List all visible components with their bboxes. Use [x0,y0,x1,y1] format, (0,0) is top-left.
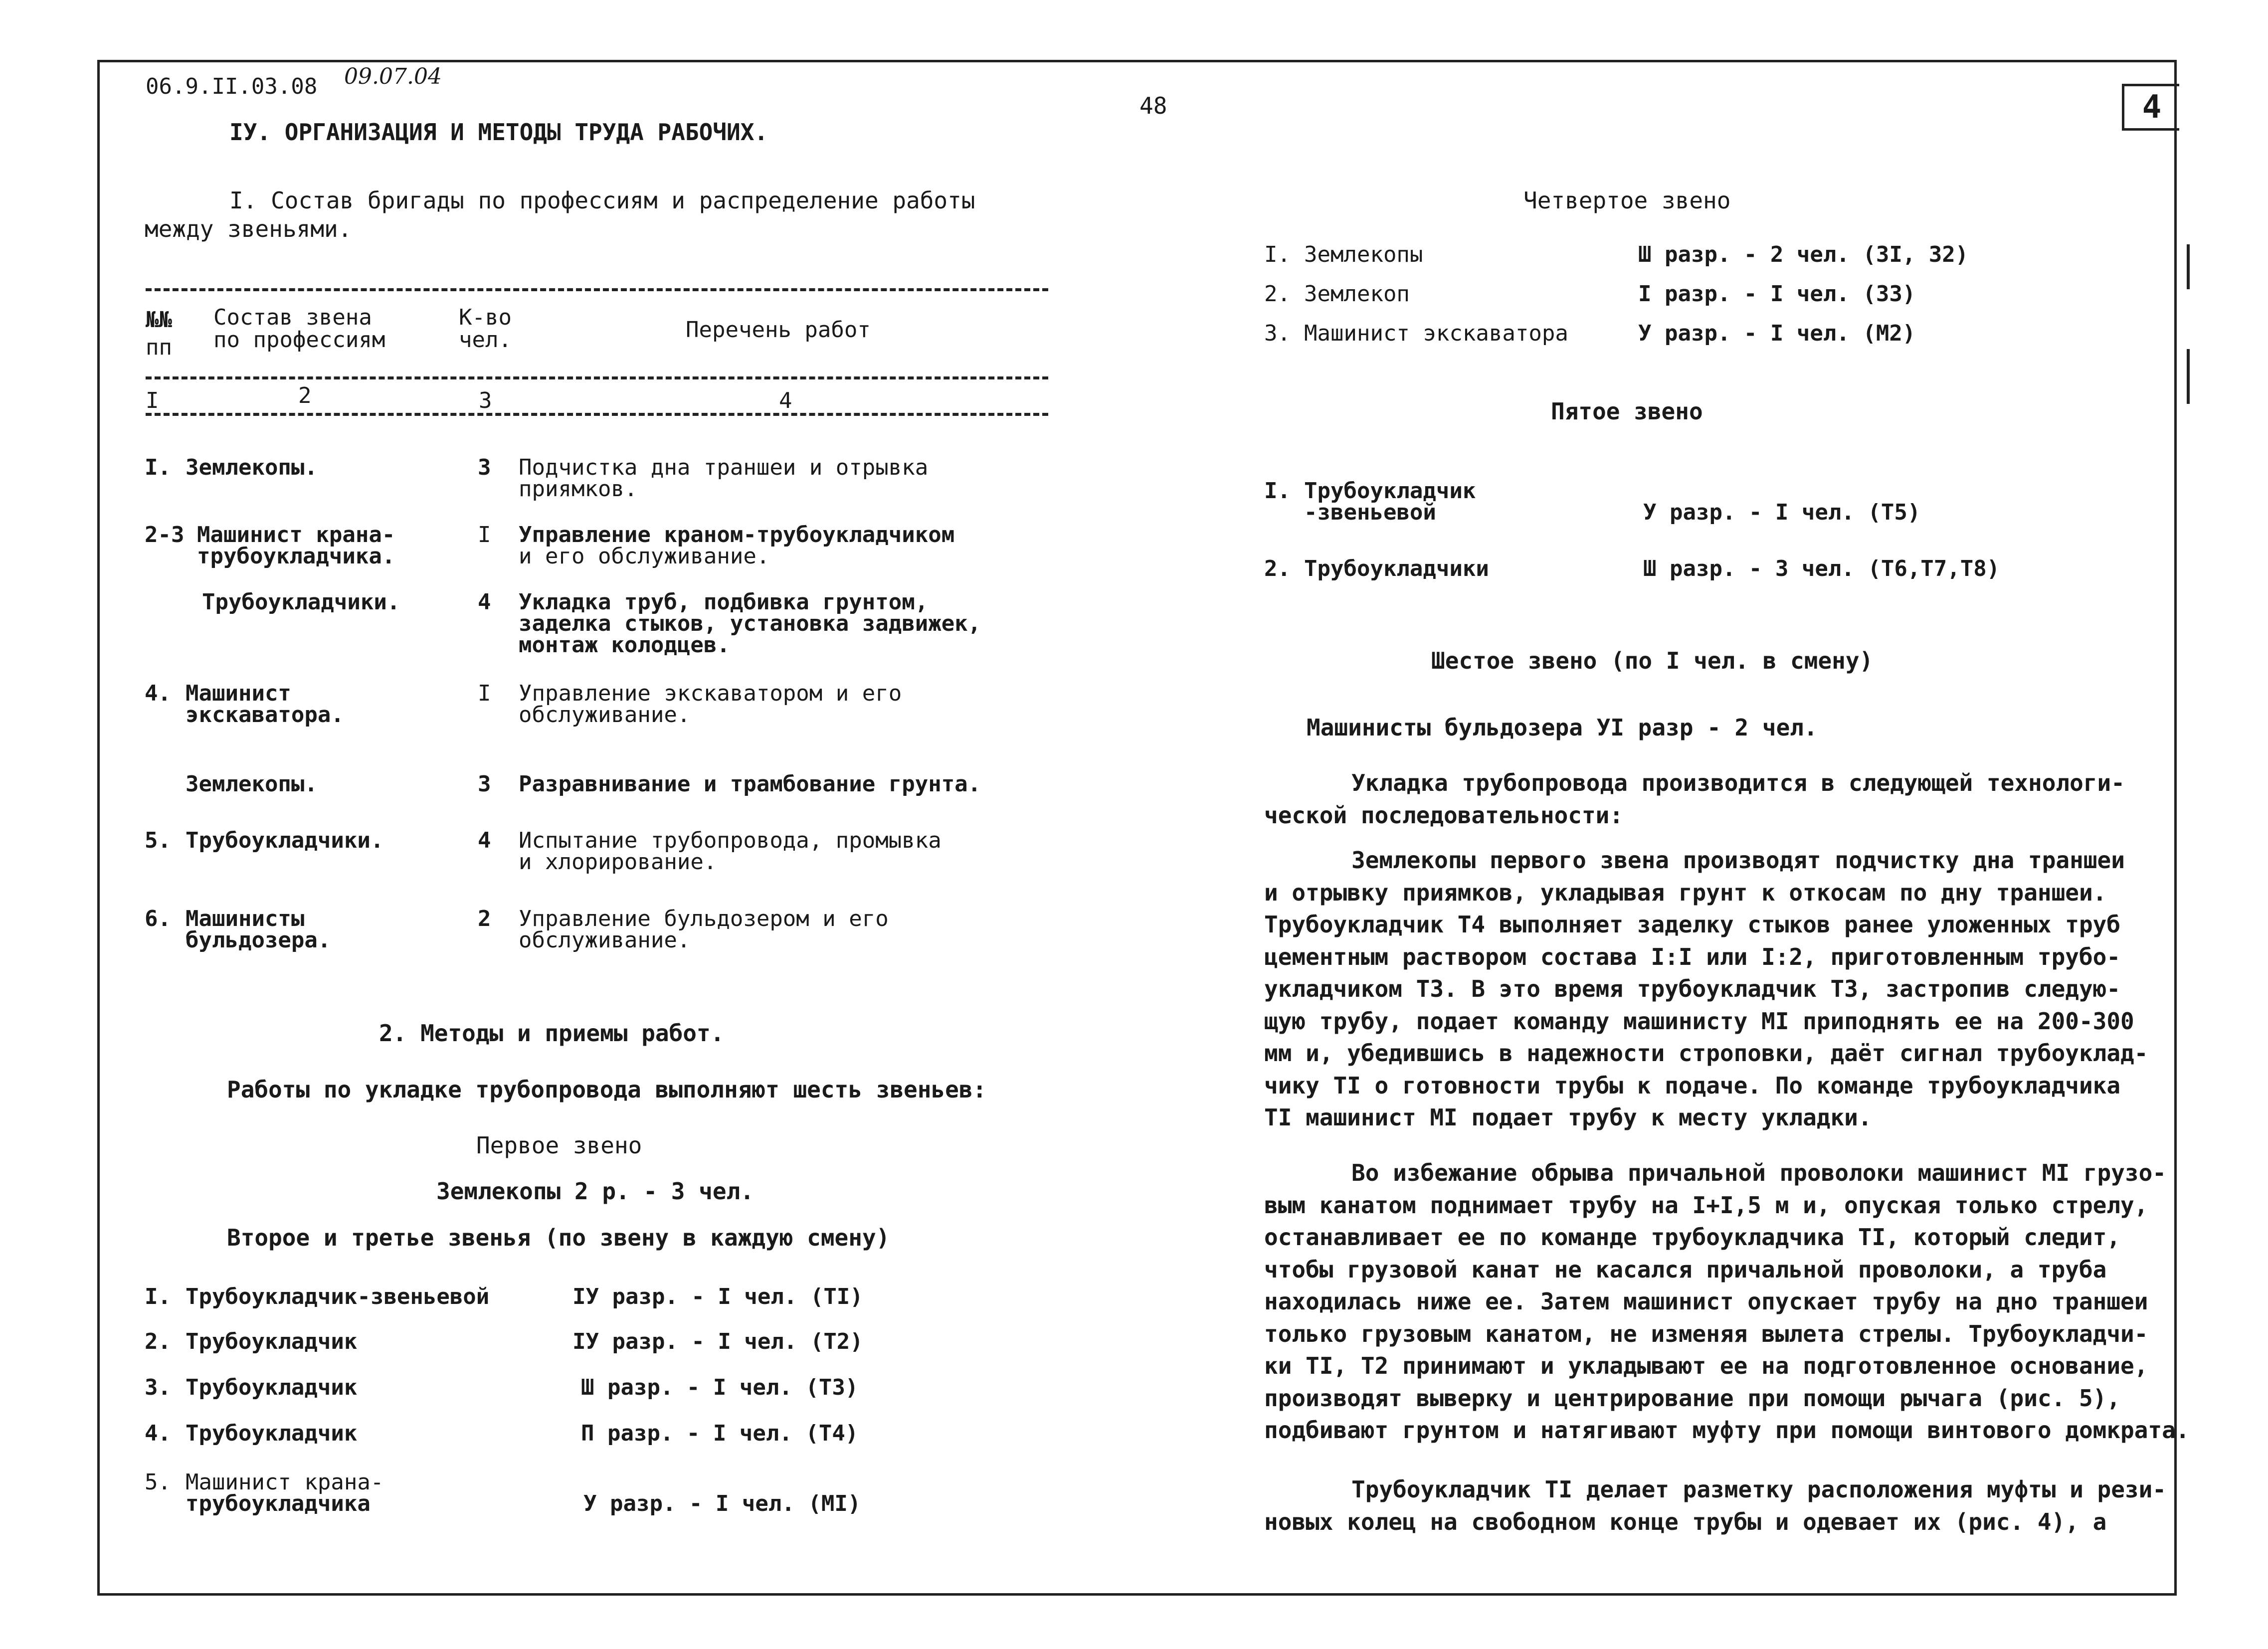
list-name: Трубоукладчик [1304,478,1476,504]
subsection1-line1: I. Состав бригады по профессиям и распределение работы [229,187,975,214]
first-link-title: Первое звено [476,1132,642,1159]
header-num-line2: пп [146,335,172,360]
list-grade: У разр. - I чел. (М2) [1638,321,1916,346]
row-composition: Землекопы. [186,455,318,480]
frame-left-border [97,60,100,1596]
column-number-2: 2 [298,383,312,408]
row-quantity: 3 [478,771,491,797]
row-works: Укладка труб, подбивка грунтом, [519,589,929,615]
list-grade: П разр. - I чел. (T4) [581,1421,859,1446]
sixth-link-line: Машинисты бульдозера УI разр - 2 чел. [1307,714,1818,741]
paragraph-line: находилась ниже ее. Затем машинист опускает трубу на дно траншеи [1264,1288,2148,1315]
column-number-3: 3 [479,388,492,413]
paragraph-line: и отрывку приямков, укладывая грунт к откосам по дну траншеи. [1264,879,2107,906]
row-composition: бульдозера. [186,927,331,953]
frame-bottom-border [97,1593,2177,1596]
paragraph-line: цементным раствором состава I:I или I:2, приготовленным трубо- [1264,943,2121,970]
row-number: 6. [145,906,171,931]
row-quantity: 4 [478,589,491,615]
list-name: Землекопы [1304,242,1423,267]
frame-top-border [97,60,2177,62]
paragraph-line: вым канатом поднимает трубу на I+I,5 м и, опуская только стрелу, [1264,1191,2148,1219]
row-quantity: 2 [478,906,491,931]
subsection2-intro: Работы по укладке трубопровода выполняют шесть звеньев: [227,1076,987,1103]
second-third-title: Второе и третье звенья (по звену в каждую смену) [227,1224,890,1251]
list-grade: Ш разр. - 3 чел. (T6,T7,T8) [1643,556,2000,581]
row-works: Разравнивание и трамбование грунта. [519,771,981,797]
paragraph-line: чику TI о готовности трубы к подаче. По команде трубоукладчика [1264,1072,2121,1099]
paragraph-line: Трубоукладчик T4 выполняет заделку стыков ранее уложенных труб [1264,911,2121,938]
paragraph-line: Укладка трубопровода производится в следующей технологи- [1351,769,2125,796]
paragraph-line: останавливает ее по команде трубоукладчика TI, который следит, [1264,1224,2121,1251]
row-quantity: I [478,681,491,706]
paragraph-line: щую трубу, подает команду машинисту МI приподнять ее на 200-300 [1264,1007,2134,1035]
list-grade: IУ разр. - I чел. (T2) [572,1329,863,1354]
table-header-rule [146,376,1048,379]
paragraph-line: Во избежание обрыва причальной проволоки машинист МI грузо- [1351,1159,2166,1186]
fourth-link-title: Четвертое звено [1523,187,1731,214]
list-number: 2. [145,1329,171,1354]
list-name: Трубоукладчики [1304,556,1489,581]
list-name: трубоукладчика [186,1491,371,1516]
row-composition: Машинист крана- [197,522,395,548]
row-number: 4. [145,681,171,706]
margin-mark [2187,349,2190,404]
list-name: -звеньевой [1304,500,1436,525]
list-number: 3. [1264,321,1291,346]
column-number-1: I [146,388,159,413]
list-number: 3. [145,1375,171,1400]
paragraph-line: новых колец на свободном конце трубы и одевает их (рис. 4), а [1264,1508,2107,1535]
row-works: обслуживание. [519,702,691,728]
header-composition-line2: по профессиям [213,327,385,353]
list-number: 2. [1264,556,1291,581]
list-name: Трубоукладчик-звеньевой [186,1284,490,1309]
sixth-link-title: Шестое звено (по I чел. в смену) [1431,647,1874,674]
header-quantity-line1: К-во [459,305,512,330]
paragraph-mooring-wire [1264,1157,2190,1447]
row-quantity: 4 [478,828,491,853]
list-number: I. [145,1284,171,1309]
header-quantity-line2: чел. [459,327,512,353]
row-composition: Машинисты [186,906,305,931]
paragraph-line: производят выверку и центрирование при помощи рычага (рис. 5), [1264,1384,2121,1412]
list-name: Машинист крана- [186,1469,384,1495]
paragraph-marking [1264,1473,2166,1538]
row-works: заделка стыков, установка задвижек, [519,611,981,636]
row-composition: Землекопы. [186,771,318,797]
row-works: и хлорирование. [519,849,717,875]
row-works: Управление экскаватором и его [519,681,902,706]
paragraph-sequence [1264,767,2125,831]
list-grade: Ш разр. - I чел. (T3) [581,1375,859,1400]
row-composition: Трубоукладчики. [186,828,384,853]
row-works: и его обслуживание. [519,544,770,569]
row-number: 5. [145,828,171,853]
row-quantity: 3 [478,455,491,480]
row-composition: Трубоукладчики. [202,589,400,615]
list-grade: У разр. - I чел. (МI) [583,1491,861,1516]
list-number: 4. [145,1421,171,1446]
row-works: монтаж колодцев. [519,632,730,658]
row-number: I. [145,455,171,480]
row-composition: трубоукладчика. [197,544,395,569]
paragraph-line: ческой последовательности: [1264,801,1624,829]
header-num-line1: №№ [146,307,172,333]
row-composition: экскаватора. [186,702,344,728]
paragraph-line: Землекопы первого звена производят подчистку дна траншеи [1351,847,2125,874]
list-grade: I разр. - I чел. (33) [1638,281,1916,307]
document-code: 06.9.II.03.08 [146,74,318,99]
paragraph-line: Трубоукладчик TI делает разметку расположения муфты и рези- [1351,1476,2166,1503]
list-name: Трубоукладчик [186,1375,358,1400]
paragraph-line: мм и, убедившись в надежности строповки, даёт сигнал трубоуклад- [1264,1040,2148,1067]
list-name: Машинист экскаватора [1304,321,1568,346]
paragraph-first-link [1264,844,2148,1134]
sheet-number: 4 [2142,89,2162,126]
list-number: 2. [1264,281,1291,307]
subsection2-title: 2. Методы и приемы работ. [379,1020,725,1047]
list-grade: Ш разр. - 2 чел. (3I, 32) [1638,242,1969,267]
paragraph-line: только грузовым канатом, не изменяя вылета стрелы. Трубоукладчи- [1264,1320,2148,1347]
list-name: Трубоукладчик [186,1421,358,1446]
list-name: Трубоукладчик [186,1329,358,1354]
table-columns-rule [146,413,1048,416]
table-top-rule [146,288,1048,291]
row-composition: Машинист [186,681,291,706]
row-works: приямков. [519,476,638,502]
list-number: I. [1264,478,1291,504]
list-grade: IУ разр. - I чел. (TI) [572,1284,863,1309]
header-works: Перечень работ [686,317,871,343]
section-title: IУ. ОРГАНИЗАЦИЯ И МЕТОДЫ ТРУДА РАБОЧИХ. [229,119,768,146]
page-number: 48 [1139,92,1167,119]
handwritten-date: 09.07.04 [344,64,442,89]
first-link-line: Землекопы 2 р. - 3 чел. [436,1178,754,1205]
paragraph-line: ки TI, T2 принимают и укладывают ее на подготовленное основание, [1264,1352,2148,1379]
subsection1-line2: между звеньями. [145,215,352,242]
header-composition-line1: Состав звена [213,305,372,330]
list-number: 5. [145,1469,171,1495]
list-grade: У разр. - I чел. (T5) [1643,500,1921,525]
row-works: обслуживание. [519,927,691,953]
list-name: Землекоп [1304,281,1410,307]
row-works: Подчистка дна траншеи и отрывка [519,455,929,480]
row-works: Управление бульдозером и его [519,906,889,931]
fifth-link-title: Пятое звено [1551,398,1703,425]
paragraph-line: TI машинист МI подает трубу к месту укладки. [1264,1104,1872,1131]
row-number: 2-3 [145,522,185,548]
paragraph-line: подбивают грунтом и натягивают муфту при помощи винтового домкрата. [1264,1417,2190,1444]
paragraph-line: укладчиком T3. В это время трубоукладчик T3, застропив следую- [1264,975,2121,1002]
margin-mark [2187,244,2190,289]
row-quantity: I [478,522,491,548]
column-number-4: 4 [779,388,792,413]
list-number: I. [1264,242,1291,267]
sheet-number-badge [2122,84,2179,131]
row-works: Управление краном-трубоукладчиком [519,522,955,548]
row-works: Испытание трубопровода, промывка [519,828,942,853]
paragraph-line: чтобы грузовой канат не касался причальной проволоки, а труба [1264,1256,2107,1283]
